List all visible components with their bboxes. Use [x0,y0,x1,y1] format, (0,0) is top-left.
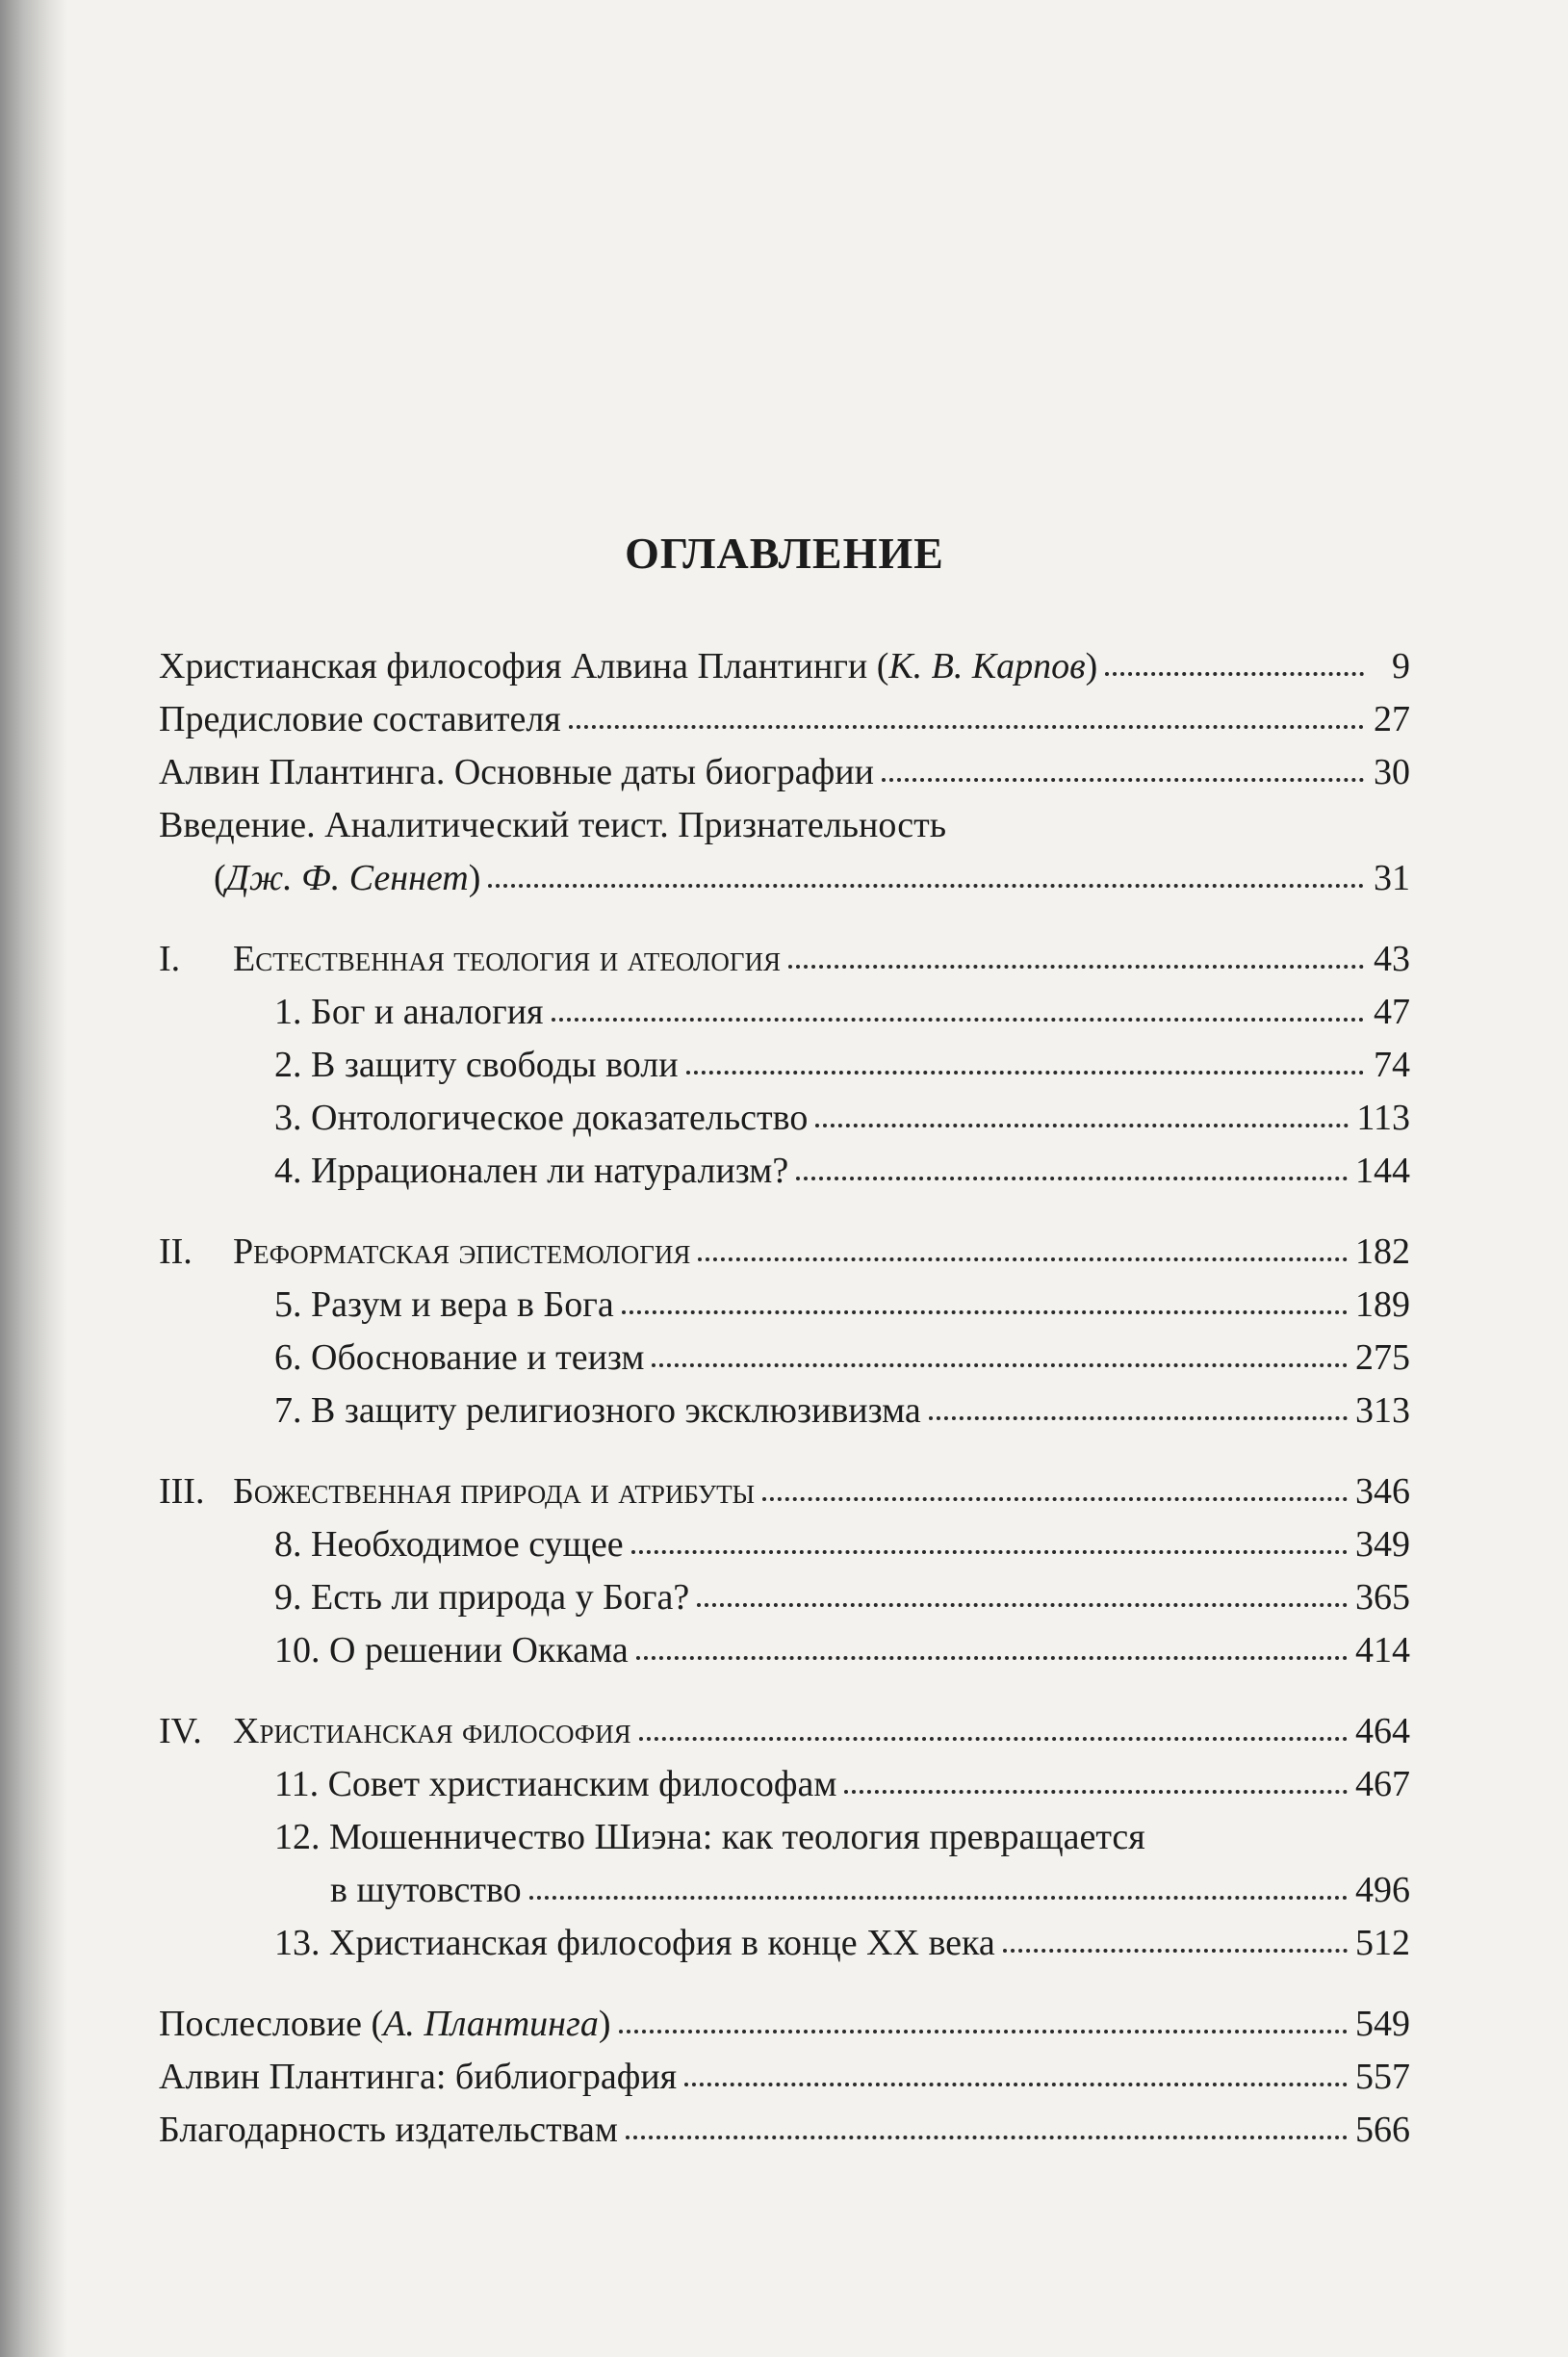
entry-title: 12. Мошенничество Шиэна: как теология превращается [274,1817,1145,1857]
page-number: 31 [1374,858,1410,898]
entry-author: А. Плантинга [383,2004,599,2044]
part-number: III. [159,1471,205,1512]
dot-leader [815,1116,1349,1127]
page-number: 182 [1355,1231,1410,1272]
page-number: 349 [1355,1524,1410,1565]
toc-entry [159,1864,1410,1917]
part-number: IV. [159,1711,202,1751]
entry-title: Алвин Плантинга. Основные даты биографии [159,752,874,792]
toc-entry [159,1811,1410,1864]
entry-title: 10. О решении Оккама [274,1630,629,1671]
book-page [159,0,1410,2357]
entry-title: 7. В защиту религиозного эксклюзивизма [274,1390,921,1431]
dot-leader [684,2075,1348,2086]
toc-entry [159,933,1410,986]
page-number: 512 [1355,1923,1410,1963]
toc-entry [159,986,1410,1039]
dot-leader [569,717,1364,729]
part-title: Христианская философия [233,1711,631,1751]
dot-leader [796,1169,1348,1180]
toc-entry [159,1226,1410,1279]
page-number: 47 [1374,992,1410,1032]
toc-entry [159,1332,1410,1385]
toc-entry [159,1039,1410,1092]
page-number: 43 [1374,939,1410,979]
toc-entry [159,1145,1410,1198]
toc-entry [159,640,1410,693]
toc-entry [159,1518,1410,1571]
toc-entry [159,1624,1410,1677]
table-of-contents [159,640,1410,2157]
dot-leader [622,1303,1348,1314]
dot-leader [698,1250,1348,1261]
dot-leader [1105,664,1364,676]
book-spine-shadow [0,0,67,2357]
toc-entry [159,1092,1410,1145]
toc-entry [159,1917,1410,1970]
toc-entry [159,1758,1410,1811]
dot-leader [762,1489,1348,1501]
page-number: 313 [1355,1390,1410,1431]
dot-leader [686,1063,1364,1075]
entry-title: в шутовство [330,1870,522,1910]
toc-entry [159,1279,1410,1332]
toc-entry [159,1571,1410,1624]
part-title: Естественная теология и атеология [233,939,781,979]
entry-title: (Дж. Ф. Сеннет) [214,858,481,898]
page-number: 144 [1355,1151,1410,1191]
entry-title: 6. Обоснование и теизм [274,1337,645,1378]
dot-leader [1003,1941,1348,1953]
page-number: 496 [1355,1870,1410,1910]
toc-entry [159,1705,1410,1758]
part-number: I. [159,939,181,979]
entry-title: 4. Иррационален ли натурализм? [274,1151,789,1191]
page-number: 414 [1355,1630,1410,1671]
dot-leader [882,770,1364,782]
toc-entry [159,2104,1410,2157]
page-number: 557 [1355,2057,1410,2097]
entry-title: 5. Разум и вера в Бога [274,1284,614,1325]
entry-title: Послесловие (А. Плантинга) [159,2004,611,2044]
toc-entry [159,746,1410,799]
page-number: 464 [1355,1711,1410,1751]
dot-leader [788,957,1364,969]
dot-leader [626,2128,1348,2139]
page-number: 566 [1355,2110,1410,2150]
dot-leader [552,1010,1364,1022]
dot-leader [929,1409,1348,1420]
entry-title: 2. В защиту свободы воли [274,1045,679,1085]
dot-leader [529,1888,1348,1900]
dot-leader [652,1356,1348,1367]
page-title: ОГЛАВЛЕНИЕ [625,529,944,578]
dot-leader [636,1648,1348,1660]
page-number: 346 [1355,1471,1410,1512]
entry-author: Дж. Ф. Сеннет [225,858,469,898]
page-number: 113 [1356,1098,1410,1138]
entry-title: Введение. Аналитический теист. Признательность [159,805,947,845]
toc-entry [159,1465,1410,1518]
entry-title: 13. Христианская философия в конце XX века [274,1923,995,1963]
page-number: 467 [1355,1764,1410,1804]
dot-leader [631,1542,1348,1554]
entry-title: 3. Онтологическое доказательство [274,1098,809,1138]
toc-entry [159,2051,1410,2104]
page-number: 365 [1355,1577,1410,1618]
toc-entry [159,852,1410,905]
toc-entry [159,1385,1410,1438]
entry-title: Христианская философия Алвина Плантинги (К. В. Карпов) [159,646,1098,686]
page-number: 189 [1355,1284,1410,1325]
page-number: 27 [1374,699,1410,739]
page-number: 74 [1374,1045,1410,1085]
toc-entry [159,693,1410,746]
entry-title: 9. Есть ли природа у Бога? [274,1577,690,1618]
toc-entry [159,1998,1410,2051]
dot-leader [639,1729,1348,1741]
entry-title: 11. Совет христианским философам [274,1764,837,1804]
dot-leader [844,1782,1348,1794]
dot-leader [697,1595,1348,1607]
toc-entry [159,799,1410,852]
part-number: II. [159,1231,193,1272]
page-number: 30 [1374,752,1410,792]
entry-title: 8. Необходимое сущее [274,1524,624,1565]
entry-title: 1. Бог и аналогия [274,992,544,1032]
entry-title: Благодарность издательствам [159,2110,618,2150]
part-title: Реформатская эпистемология [233,1231,691,1272]
entry-title: Предисловие составителя [159,699,561,739]
part-title: Божественная природа и атрибуты [233,1471,756,1512]
page-number: 275 [1355,1337,1410,1378]
page-number: 549 [1355,2004,1410,2044]
page-number: 9 [1392,646,1410,686]
dot-leader [619,2022,1349,2033]
entry-author: К. В. Карпов [888,646,1086,686]
entry-title: Алвин Плантинга: библиография [159,2057,678,2097]
dot-leader [488,876,1364,888]
